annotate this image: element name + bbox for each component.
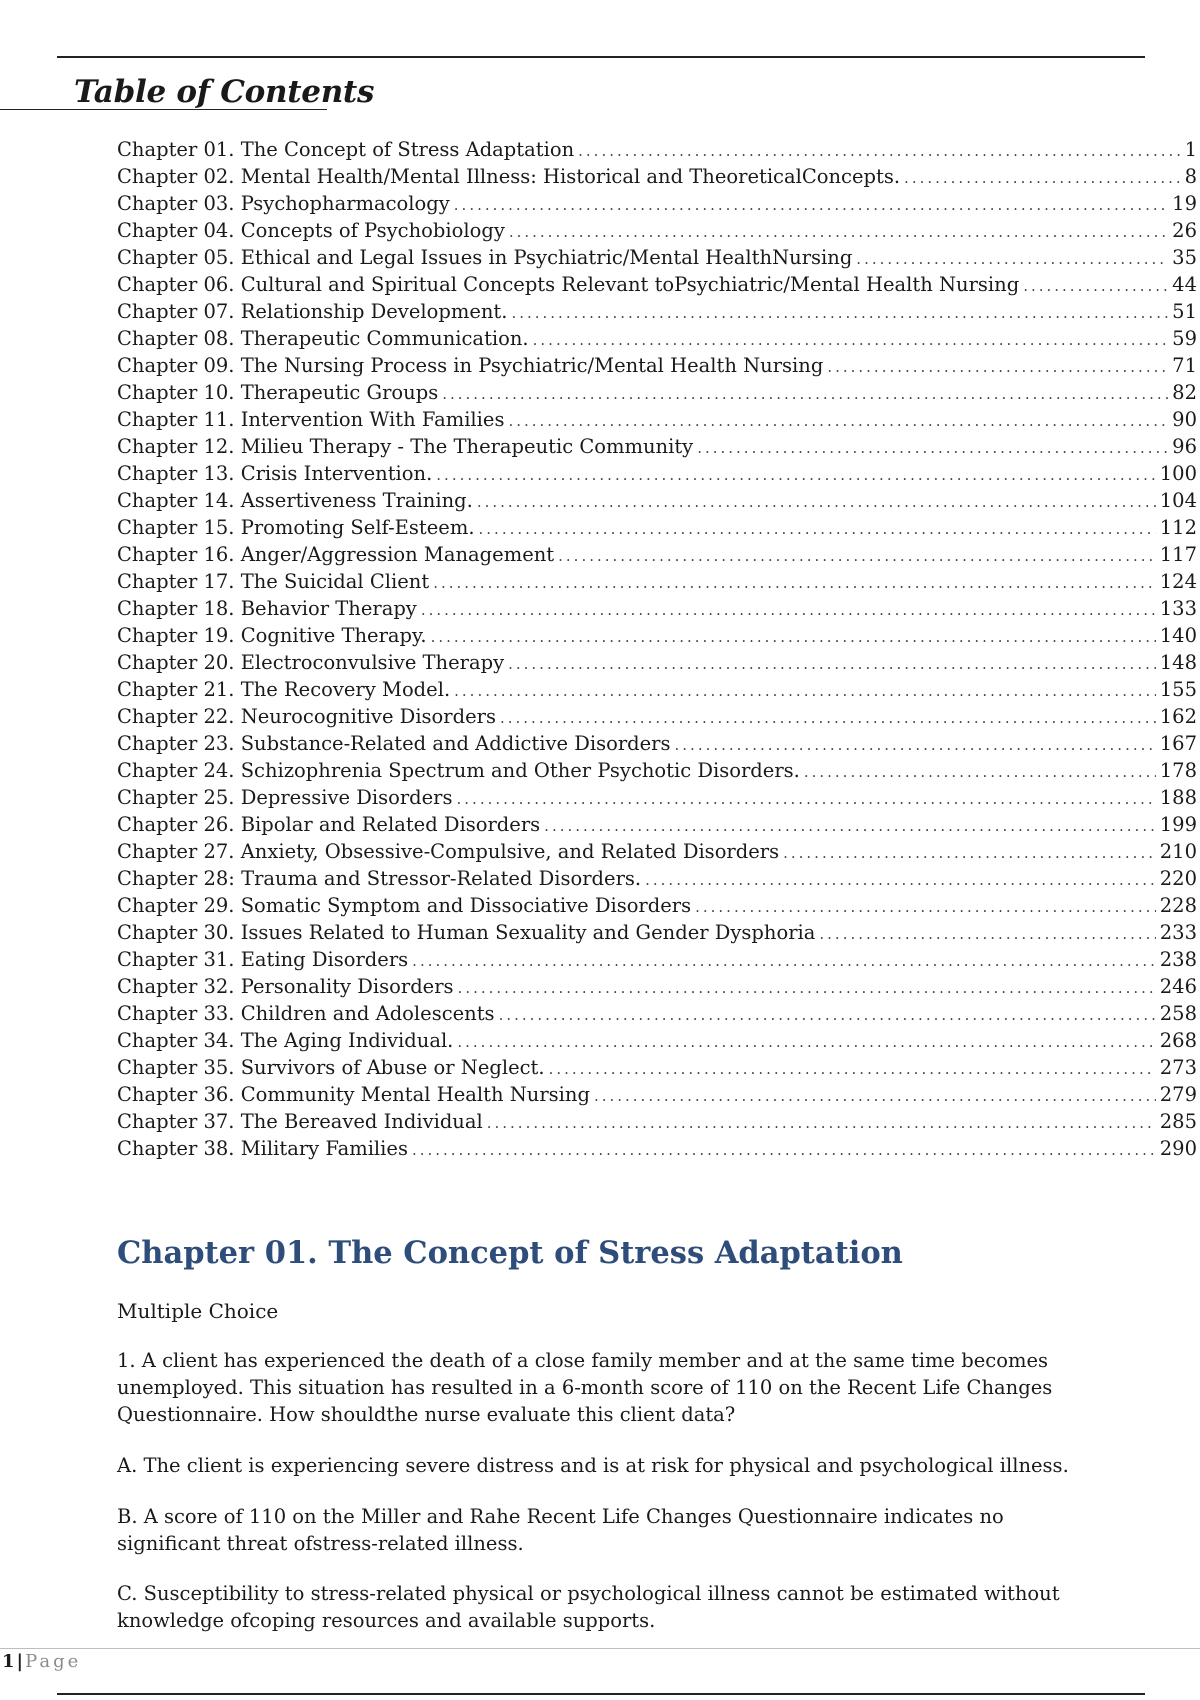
toc-dot-leader <box>645 867 1156 892</box>
toc-dot-leader <box>433 570 1156 595</box>
toc-entry-page: 167 <box>1159 732 1197 755</box>
toc-entry-page: 1 <box>1184 138 1197 161</box>
toc-entry-title: Chapter 34. The Aging Individual. <box>117 1029 454 1052</box>
toc-entry[interactable] <box>117 1108 1197 1135</box>
toc-entry-title: Chapter 02. Mental Health/Mental Illness: Historical and TheoreticalConcepts. <box>117 165 901 188</box>
toc-dot-leader <box>533 327 1169 352</box>
toc-dot-leader <box>436 462 1155 487</box>
answer-option-b: B. A score of 110 on the Miller and Rahe Recent Life Changes Questionnaire indicates no significant threat ofstress-related illness. <box>117 1505 1004 1555</box>
toc-entry[interactable] <box>117 784 1197 811</box>
toc-dot-leader <box>412 1137 1156 1162</box>
toc-dot-leader <box>509 219 1168 244</box>
toc-entry-page: 258 <box>1159 1002 1197 1025</box>
toc-entry[interactable] <box>117 973 1197 1000</box>
chapter-heading[interactable]: Chapter 01. The Concept of Stress Adaptation <box>117 1235 903 1271</box>
toc-entry-title: Chapter 20. Electroconvulsive Therapy <box>117 651 505 674</box>
toc-entry-title: Chapter 25. Depressive Disorders <box>117 786 453 809</box>
toc-entry-title: Chapter 15. Promoting Self-Esteem. <box>117 516 475 539</box>
toc-entry-title: Chapter 23. Substance-Related and Addictive Disorders <box>117 732 671 755</box>
toc-dot-leader <box>827 354 1168 379</box>
toc-entry-title: Chapter 17. The Suicidal Client <box>117 570 430 593</box>
toc-entry-title: Chapter 05. Ethical and Legal Issues in Psychiatric/Mental HealthNursing <box>117 246 853 269</box>
toc-entry[interactable] <box>117 379 1197 406</box>
toc-entry-title: Chapter 32. Personality Disorders <box>117 975 454 998</box>
toc-dot-leader <box>695 894 1156 919</box>
toc-entry-title: Chapter 36. Community Mental Health Nursing <box>117 1083 590 1106</box>
section-label: Multiple Choice <box>117 1299 279 1323</box>
toc-entry[interactable] <box>117 568 1197 595</box>
toc-list <box>117 136 1197 1162</box>
toc-entry[interactable] <box>117 163 1197 190</box>
toc-entry-page: 220 <box>1159 867 1197 890</box>
toc-entry[interactable] <box>117 352 1197 379</box>
toc-entry-page: 90 <box>1172 408 1197 431</box>
toc-entry[interactable] <box>117 406 1197 433</box>
toc-dot-leader <box>675 732 1156 757</box>
toc-dot-leader <box>594 1083 1156 1108</box>
toc-entry-title: Chapter 16. Anger/Aggression Management <box>117 543 555 566</box>
toc-entry-title: Chapter 38. Military Families <box>117 1137 408 1160</box>
toc-entry-title: Chapter 13. Crisis Intervention. <box>117 462 433 485</box>
toc-dot-leader <box>904 165 1181 190</box>
toc-entry-title: Chapter 29. Somatic Symptom and Dissociative Disorders <box>117 894 692 917</box>
toc-entry[interactable] <box>117 919 1197 946</box>
toc-entry-title: Chapter 03. Psychopharmacology <box>117 192 450 215</box>
toc-entry-page: 246 <box>1159 975 1197 998</box>
toc-entry[interactable] <box>117 865 1197 892</box>
page-number: 1 <box>2 1651 15 1672</box>
toc-entry-page: 104 <box>1159 489 1197 512</box>
toc-entry-title: Chapter 08. Therapeutic Communication. <box>117 327 529 350</box>
bottom-rule <box>57 1693 1145 1695</box>
toc-dot-leader <box>819 921 1155 946</box>
toc-entry-page: 228 <box>1159 894 1197 917</box>
toc-entry-page: 285 <box>1159 1110 1197 1133</box>
toc-entry[interactable] <box>117 460 1197 487</box>
toc-entry-title: Chapter 35. Survivors of Abuse or Neglect. <box>117 1056 545 1079</box>
toc-dot-leader <box>499 1002 1156 1027</box>
toc-entry[interactable] <box>117 271 1197 298</box>
toc-entry-title: Chapter 19. Cognitive Therapy. <box>117 624 427 647</box>
toc-entry-page: 19 <box>1172 192 1197 215</box>
toc-entry-title: Chapter 30. Issues Related to Human Sexuality and Gender Dysphoria <box>117 921 816 944</box>
toc-dot-leader <box>549 1056 1156 1081</box>
toc-entry-page: 140 <box>1159 624 1197 647</box>
toc-entry-page: 112 <box>1159 516 1197 539</box>
toc-entry-title: Chapter 07. Relationship Development. <box>117 300 508 323</box>
toc-entry-page: 100 <box>1159 462 1197 485</box>
toc-entry-page: 133 <box>1159 597 1197 620</box>
toc-entry[interactable] <box>117 1081 1197 1108</box>
toc-dot-leader <box>578 138 1180 163</box>
toc-entry[interactable] <box>117 298 1197 325</box>
toc-entry-title: Chapter 27. Anxiety, Obsessive-Compulsive, and Related Disorders <box>117 840 780 863</box>
question-stem: 1. A client has experienced the death of a close family member and at the same time becomes unemployed. This situation has resulted in a 6-month score of 110 on the Recent Life Changes Questionnaire. How shouldthe nurse evaluate this client data? <box>117 1349 1053 1426</box>
toc-dot-leader <box>856 246 1168 271</box>
toc-entry-title: Chapter 22. Neurocognitive Disorders <box>117 705 496 728</box>
toc-entry-page: 124 <box>1159 570 1197 593</box>
toc-dot-leader <box>454 678 1156 703</box>
toc-dot-leader <box>511 300 1168 325</box>
toc-entry-page: 273 <box>1159 1056 1197 1079</box>
toc-entry-title: Chapter 04. Concepts of Psychobiology <box>117 219 505 242</box>
toc-entry[interactable] <box>117 136 1197 163</box>
answer-option-a: A. The client is experiencing severe distress and is at risk for physical and psychological illness. <box>117 1454 1069 1477</box>
toc-entry[interactable] <box>117 622 1197 649</box>
toc-entry-title: Chapter 33. Children and Adolescents <box>117 1002 495 1025</box>
toc-entry-page: 233 <box>1159 921 1197 944</box>
toc-entry-title: Chapter 28: Trauma and Stressor-Related Disorders. <box>117 867 642 890</box>
toc-dot-leader <box>508 651 1156 676</box>
toc-entry-title: Chapter 24. Schizophrenia Spectrum and Other Psychotic Disorders. <box>117 759 800 782</box>
toc-entry-page: 71 <box>1172 354 1197 377</box>
toc-entry[interactable] <box>117 676 1197 703</box>
toc-entry[interactable] <box>117 217 1197 244</box>
toc-entry[interactable] <box>117 838 1197 865</box>
toc-entry-title: Chapter 11. Intervention With Families <box>117 408 505 431</box>
toc-dot-leader <box>421 597 1156 622</box>
toc-entry-title: Chapter 37. The Bereaved Individual <box>117 1110 483 1133</box>
toc-dot-leader <box>804 759 1156 784</box>
toc-entry-page: 51 <box>1172 300 1197 323</box>
toc-entry-page: 290 <box>1159 1137 1197 1160</box>
toc-dot-leader <box>558 543 1156 568</box>
toc-dot-leader <box>1023 273 1168 298</box>
toc-entry-page: 148 <box>1159 651 1197 674</box>
toc-dot-leader <box>783 840 1156 865</box>
toc-dot-leader <box>458 975 1156 1000</box>
toc-entry-title: Chapter 21. The Recovery Model. <box>117 678 451 701</box>
toc-entry[interactable] <box>117 190 1197 217</box>
toc-entry[interactable] <box>117 244 1197 271</box>
toc-dot-leader <box>487 1110 1156 1135</box>
toc-dot-leader <box>412 948 1156 973</box>
toc-entry-page: 44 <box>1172 273 1197 296</box>
toc-entry-page: 162 <box>1159 705 1197 728</box>
toc-dot-leader <box>457 1029 1155 1054</box>
toc-entry-title: Chapter 31. Eating Disorders <box>117 948 409 971</box>
toc-dot-leader <box>477 489 1156 514</box>
header-rule <box>57 56 1145 58</box>
toc-title-underline <box>0 109 327 110</box>
toc-entry[interactable] <box>117 892 1197 919</box>
toc-entry-page: 210 <box>1159 840 1197 863</box>
toc-entry[interactable] <box>117 811 1197 838</box>
toc-entry-title: Chapter 12. Milieu Therapy - The Therapeutic Community <box>117 435 694 458</box>
toc-entry-page: 82 <box>1172 381 1197 404</box>
toc-entry[interactable] <box>117 730 1197 757</box>
toc-dot-leader <box>544 813 1156 838</box>
page-word: Page <box>25 1651 82 1672</box>
toc-entry-title: Chapter 09. The Nursing Process in Psychiatric/Mental Health Nursing <box>117 354 824 377</box>
toc-entry-title: Chapter 10. Therapeutic Groups <box>117 381 439 404</box>
toc-entry[interactable] <box>117 649 1197 676</box>
toc-entry-title: Chapter 06. Cultural and Spiritual Concepts Relevant toPsychiatric/Mental Health Nursing <box>117 273 1020 296</box>
toc-dot-leader <box>442 381 1168 406</box>
toc-entry-page: 96 <box>1172 435 1197 458</box>
toc-title: Table of Contents <box>74 74 375 110</box>
toc-entry-page: 59 <box>1172 327 1197 350</box>
toc-entry-page: 8 <box>1184 165 1197 188</box>
toc-entry-page: 35 <box>1172 246 1197 269</box>
toc-entry[interactable] <box>117 1000 1197 1027</box>
toc-dot-leader <box>479 516 1156 541</box>
answer-option-c: C. Susceptibility to stress-related physical or psychological illness cannot be estimated without knowledge ofcoping resources and available supports. <box>117 1582 1060 1632</box>
toc-dot-leader <box>431 624 1156 649</box>
toc-entry-page: 199 <box>1159 813 1197 836</box>
toc-dot-leader <box>454 192 1168 217</box>
footer-rule <box>0 1648 1200 1649</box>
toc-entry-page: 155 <box>1159 678 1197 701</box>
toc-entry-page: 268 <box>1159 1029 1197 1052</box>
toc-entry[interactable] <box>117 433 1197 460</box>
toc-entry[interactable] <box>117 946 1197 973</box>
toc-entry[interactable] <box>117 325 1197 352</box>
toc-entry-title: Chapter 18. Behavior Therapy <box>117 597 417 620</box>
toc-entry[interactable] <box>117 514 1197 541</box>
toc-entry[interactable] <box>117 541 1197 568</box>
toc-entry-page: 238 <box>1159 948 1197 971</box>
toc-entry-page: 26 <box>1172 219 1197 242</box>
toc-dot-leader <box>697 435 1168 460</box>
toc-entry[interactable] <box>117 595 1197 622</box>
toc-entry-title: Chapter 14. Assertiveness Training. <box>117 489 473 512</box>
page-footer <box>2 1651 81 1672</box>
toc-dot-leader <box>457 786 1156 811</box>
toc-entry[interactable] <box>117 1054 1197 1081</box>
toc-entry-page: 279 <box>1159 1083 1197 1106</box>
toc-entry[interactable] <box>117 487 1197 514</box>
toc-entry[interactable] <box>117 703 1197 730</box>
toc-entry[interactable] <box>117 1135 1197 1162</box>
toc-entry-page: 188 <box>1159 786 1197 809</box>
toc-entry-title: Chapter 01. The Concept of Stress Adaptation <box>117 138 575 161</box>
toc-dot-leader <box>500 705 1156 730</box>
page-separator: | <box>16 1651 24 1672</box>
toc-entry-title: Chapter 26. Bipolar and Related Disorders <box>117 813 541 836</box>
toc-dot-leader <box>508 408 1168 433</box>
toc-entry[interactable] <box>117 1027 1197 1054</box>
toc-entry[interactable] <box>117 757 1197 784</box>
toc-entry-page: 117 <box>1159 543 1197 566</box>
toc-entry-page: 178 <box>1159 759 1197 782</box>
